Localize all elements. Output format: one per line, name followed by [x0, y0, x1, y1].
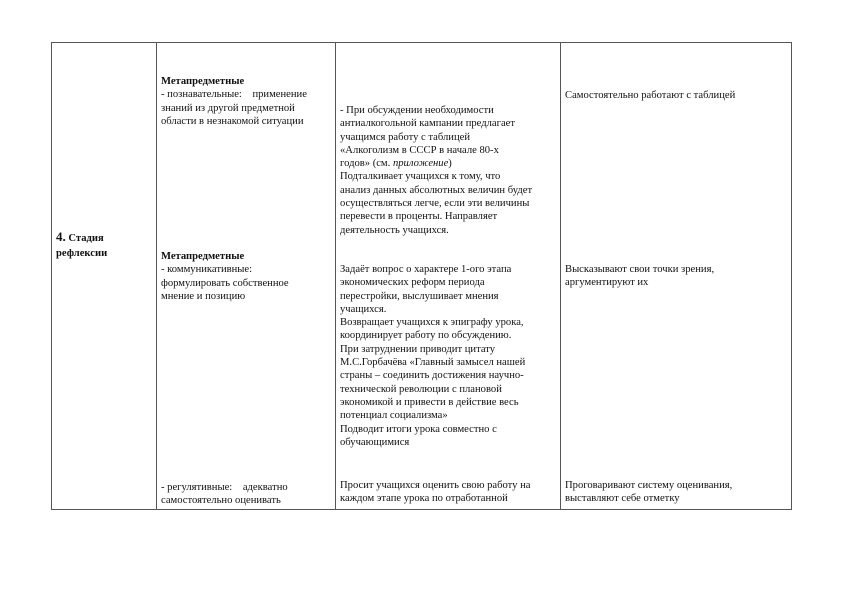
stage-cell: [56, 229, 152, 261]
teacher-line: перестройки, выслушивает мнения: [340, 290, 499, 302]
students-block-1: [565, 89, 789, 102]
column-divider: [560, 43, 561, 509]
teacher-line: антиалкогольной кампании предлагает: [340, 118, 516, 130]
teacher-line: экономических реформ периода: [340, 277, 485, 289]
students-line: аргументируют их: [565, 277, 649, 289]
teacher-line: Задаёт вопрос о характере 1-ого этапа: [340, 264, 512, 275]
teacher-block-2: [340, 263, 556, 449]
teacher-line: учащимся работу с таблицей: [340, 131, 470, 143]
teacher-line: анализ данных абсолютных величин будет: [340, 184, 533, 196]
teacher-line: При затруднении приводит цитату: [340, 343, 496, 355]
results-line: области в незнакомой ситуации: [161, 115, 304, 127]
teacher-line: Подводит итоги урока совместно с: [340, 423, 497, 435]
teacher-line: экономикой и привести в действие весь: [340, 396, 519, 408]
teacher-line: обучающимися: [340, 436, 410, 448]
column-divider: [156, 43, 157, 509]
teacher-line: Просит учащихся оценить свою работу на: [340, 480, 531, 491]
results-line: формулировать собственное: [161, 277, 289, 289]
teacher-line: технической революции с плановой: [340, 383, 502, 395]
results-block-communicative: [161, 250, 331, 303]
results-line: знаний из другой предметной: [161, 102, 295, 114]
students-block-3: [565, 479, 789, 506]
teacher-text: ): [448, 158, 452, 170]
column-divider: [335, 43, 336, 509]
teacher-line: [340, 157, 556, 170]
students-line: Высказывают свои точки зрения,: [565, 264, 715, 275]
stage-title-part2: рефлексии: [56, 248, 108, 259]
results-line: - коммуникативные:: [161, 264, 253, 276]
teacher-line: Возвращает учащихся к эпиграфу урока,: [340, 317, 524, 329]
teacher-line: каждом этапе урока по отработанной: [340, 493, 508, 505]
teacher-line: деятельность учащихся.: [340, 224, 449, 236]
teacher-line: координирует работу по обсуждению.: [340, 330, 512, 342]
students-line: выставляют себе отметку: [565, 493, 680, 505]
teacher-line: Подталкивает учащихся к тому, что: [340, 171, 501, 183]
teacher-line: перевести в проценты. Направляет: [340, 211, 498, 223]
results-heading: Метапредметные: [161, 251, 245, 262]
lesson-table: [51, 42, 792, 510]
teacher-text: годов» (см.: [340, 158, 393, 170]
appendix-reference: приложение: [392, 158, 449, 170]
results-block-cognitive: [161, 75, 331, 128]
teacher-line: страны – соединить достижения научно-: [340, 370, 524, 382]
teacher-line: М.С.Горбачёва «Главный замысел нашей: [340, 357, 526, 369]
stage-title: [56, 229, 152, 261]
results-line: мнение и позицию: [161, 290, 246, 302]
stage-number: 4.: [56, 229, 66, 244]
results-line: самостоятельно оценивать: [161, 495, 281, 507]
teacher-block-1: [340, 104, 556, 237]
teacher-line: потенциал социализма»: [340, 410, 448, 422]
teacher-block-3: [340, 479, 556, 506]
results-line: - познавательные: применение: [161, 89, 307, 101]
teacher-line: - При обсуждении необходимости: [340, 105, 494, 116]
students-block-2: [565, 263, 789, 290]
results-line: - регулятивные: адекватно: [161, 482, 288, 493]
teacher-line: учащихся.: [340, 303, 387, 315]
teacher-line: «Алкоголизм в СССР в начале 80-х: [340, 144, 499, 156]
teacher-line: осуществляться легче, если эти величины: [340, 198, 530, 210]
results-heading: Метапредметные: [161, 76, 245, 87]
stage-title-part1: Стадия: [68, 233, 104, 244]
students-line: Самостоятельно работают с таблицей: [565, 90, 736, 101]
results-block-regulative: [161, 481, 331, 508]
students-line: Проговаривают систему оценивания,: [565, 480, 733, 491]
